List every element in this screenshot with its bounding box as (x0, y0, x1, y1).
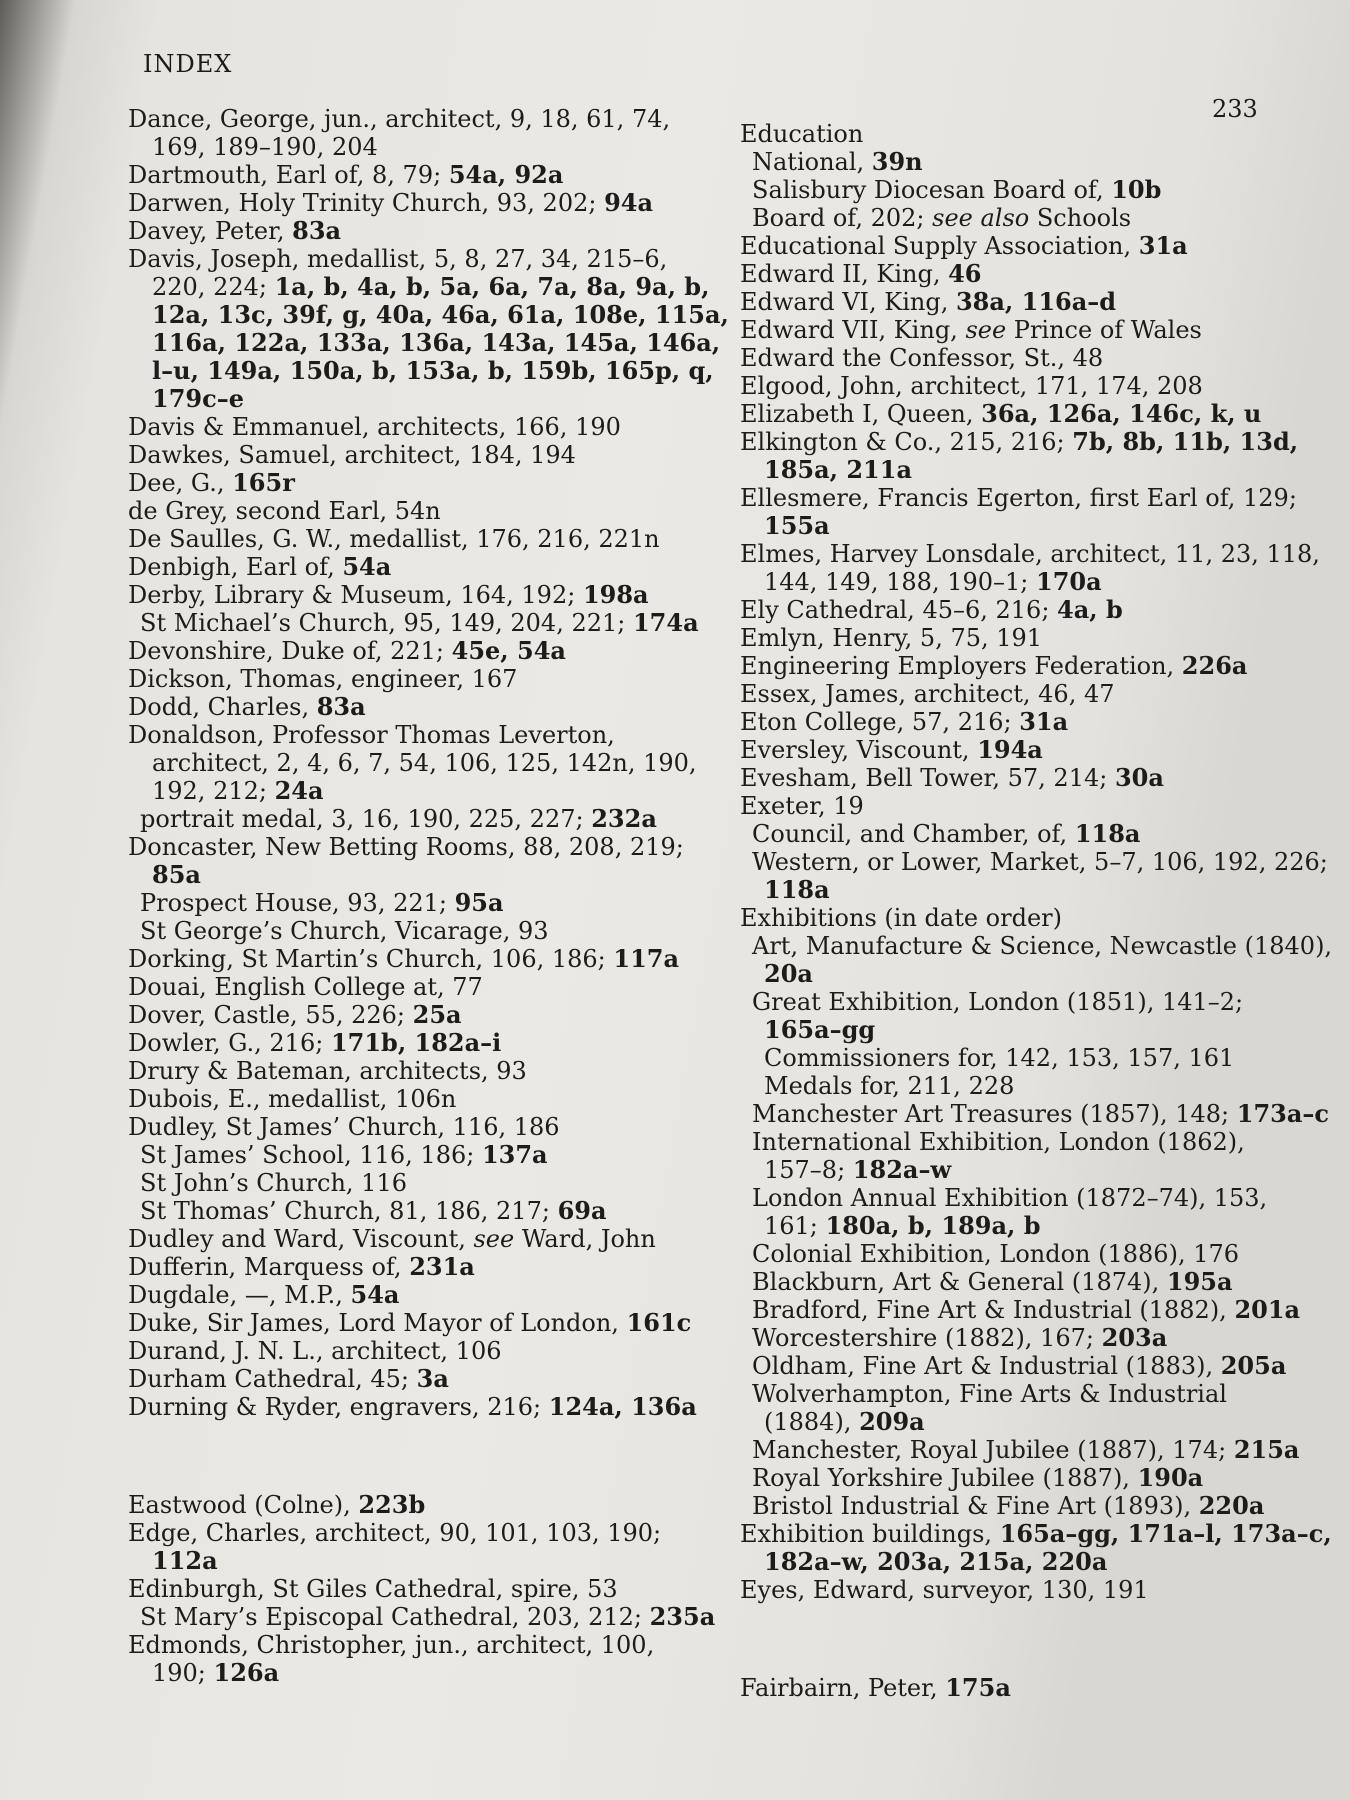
index-entry (740, 1351, 1287, 1380)
entry-text: Dubois, E., medallist, 106n (128, 1085, 457, 1113)
index-entry (740, 652, 1260, 680)
entry-text: 169, 189–190, 204 (152, 133, 378, 161)
entry-text: Edward II, King, (740, 260, 949, 288)
index-entry (128, 1141, 688, 1169)
index-entry (740, 316, 1260, 344)
section-gap (740, 1604, 1260, 1674)
index-entry (740, 1128, 1260, 1156)
entry-text: Elkington & Co., 215, 216; (740, 428, 1073, 456)
entry-text: Fairbairn, Peter, (740, 1674, 946, 1702)
entry-plate-reference: 3a (416, 1364, 449, 1393)
index-entry (128, 553, 688, 581)
entry-text: Edinburgh, St Giles Cathedral, spire, 53 (128, 1575, 618, 1603)
index-column-left (128, 105, 729, 1687)
index-entry (128, 1337, 688, 1365)
entry-text: Derby, Library & Museum, 164, 192; (128, 581, 583, 609)
entry-text: Western, or Lower, Market, 5–7, 106, 192, 226; (752, 848, 1328, 876)
entry-text: Education (740, 120, 864, 148)
entry-plate-reference: 180a, b, 189a, b (825, 1211, 1041, 1240)
index-entry (128, 300, 729, 329)
entry-plate-reference: 137a (481, 1140, 548, 1169)
index-entry (128, 777, 688, 805)
index-entry (740, 876, 1260, 904)
index-entry (128, 861, 688, 889)
entry-text-continued: Ward, John (514, 1225, 656, 1253)
entry-text: St John’s Church, 116 (140, 1169, 407, 1197)
entry-plate-reference: 165r (232, 468, 295, 497)
entry-plate-reference: 124a, 136a (548, 1392, 697, 1421)
entry-plate-reference: 171b, 182a–i (330, 1028, 502, 1057)
entry-text: Worcestershire (1882), 167; (752, 1324, 1102, 1352)
index-entry (128, 721, 688, 749)
entry-text: Bradford, Fine Art & Industrial (1882), (752, 1296, 1235, 1324)
index-entry (740, 680, 1260, 708)
entry-plate-reference: 85a (152, 860, 201, 889)
entry-text: Drury & Bateman, architects, 93 (128, 1057, 527, 1085)
entry-text: Essex, James, architect, 46, 47 (740, 680, 1115, 708)
index-entry (740, 344, 1260, 372)
entry-text: Colonial Exhibition, London (1886), 176 (752, 1240, 1240, 1268)
index-entry (740, 568, 1260, 596)
entry-plate-reference: 170a (1036, 567, 1102, 596)
entry-plate-reference: 220a (1198, 1491, 1265, 1520)
entry-plate-reference: 117a (613, 944, 680, 973)
entry-text: Ely Cathedral, 45–6, 216; (740, 596, 1058, 624)
entry-text: de Grey, second Earl, 54n (128, 497, 441, 525)
entry-plate-reference: 165a–gg, 171a–l, 173a–c, (999, 1519, 1332, 1548)
index-entry (740, 904, 1260, 932)
index-entry (740, 1548, 1260, 1576)
entry-text: Elmes, Harvey Lonsdale, architect, 11, 23, 118, (740, 540, 1320, 568)
entry-text: Dudley, St James’ Church, 116, 186 (128, 1113, 560, 1141)
index-entry (128, 805, 688, 833)
entry-text: St Michael’s Church, 95, 149, 204, 221; (140, 609, 633, 637)
index-entry (128, 245, 688, 273)
entry-plate-reference: 39n (871, 147, 923, 176)
index-entry (740, 1408, 1260, 1436)
index-entry (128, 1575, 688, 1603)
entry-text: Eyes, Edward, surveyor, 130, 191 (740, 1576, 1149, 1604)
entry-plate-reference: 69a (557, 1196, 607, 1225)
index-entry (128, 608, 699, 637)
entry-text: Eton College, 57, 216; (740, 708, 1020, 736)
entry-text: International Exhibition, London (1862), (752, 1128, 1245, 1156)
entry-plate-reference: 173a–c (1236, 1099, 1330, 1128)
index-entry (128, 581, 688, 609)
entry-text: Royal Yorkshire Jubilee (1887), (752, 1464, 1138, 1492)
entry-plate-reference: 1a, b, 4a, b, 5a, 6a, 7a, 8a, 9a, b, (274, 272, 710, 301)
index-entry (740, 848, 1328, 876)
entry-text: London Annual Exhibition (1872–74), 153, (752, 1184, 1268, 1212)
index-entry (128, 469, 688, 497)
index-entry (128, 1659, 688, 1687)
index-column-right (740, 120, 1333, 1702)
entry-plate-reference: 116a, 122a, 133a, 136a, 143a, 145a, 146a, (152, 328, 721, 357)
entry-plate-reference: 112a (152, 1546, 218, 1575)
index-entry (740, 484, 1297, 512)
index-entry (128, 441, 688, 469)
entry-plate-reference: 54a, 92a (448, 160, 564, 189)
index-entry (740, 288, 1260, 316)
entry-text: Eastwood (Colne), (128, 1491, 359, 1519)
index-entry (740, 512, 1260, 540)
index-entry (128, 693, 688, 721)
entry-text: (1884), (764, 1408, 860, 1436)
index-entry (128, 1169, 688, 1197)
entry-text: St Thomas’ Church, 81, 186, 217; (140, 1197, 558, 1225)
index-entry (128, 161, 688, 189)
entry-text: Duke, Sir James, Lord Mayor of London, (128, 1309, 627, 1337)
entry-plate-reference: 118a (1074, 819, 1141, 848)
entry-text: St Mary’s Episcopal Cathedral, 203, 212; (140, 1603, 650, 1631)
entry-text: Dee, G., (128, 469, 233, 497)
entry-text: Dudley and Ward, Viscount, (128, 1225, 474, 1253)
entry-plate-reference: 232a (591, 804, 657, 833)
entry-plate-reference: 38a, 116a–d (955, 287, 1117, 316)
entry-text: National, (752, 148, 872, 176)
entry-text: Elgood, John, architect, 171, 174, 208 (740, 372, 1203, 400)
entry-plate-reference: 12a, 13c, 39f, g, 40a, 46a, 61a, 108e, 115a, (152, 300, 729, 329)
index-entry (128, 1225, 688, 1253)
index-entry (128, 1001, 688, 1029)
entry-text: Dufferin, Marquess of, (128, 1253, 410, 1281)
entry-text: Engineering Employers Federation, (740, 652, 1182, 680)
entry-plate-reference: 25a (412, 1000, 462, 1029)
index-entry (740, 1099, 1330, 1128)
entry-text: architect, 2, 4, 6, 7, 54, 106, 125, 142n, 190, (152, 749, 697, 777)
index-entry (128, 413, 688, 441)
entry-plate-reference: 24a (274, 776, 324, 805)
entry-text: Exeter, 19 (740, 792, 864, 820)
index-entry (128, 1197, 688, 1225)
index-entry (128, 833, 688, 861)
entry-text: Denbigh, Earl of, (128, 553, 343, 581)
entry-text: Edge, Charles, architect, 90, 101, 103, 190; (128, 1519, 662, 1547)
entry-text: Durand, J. N. L., architect, 106 (128, 1337, 502, 1365)
entry-text: portrait medal, 3, 16, 190, 225, 227; (140, 805, 592, 833)
entry-plate-reference: 31a (1138, 231, 1188, 260)
index-entry (740, 1240, 1260, 1268)
index-entry (128, 1547, 688, 1575)
index-entry (740, 232, 1260, 260)
entry-plate-reference: 95a (454, 888, 504, 917)
index-entry (128, 1519, 688, 1547)
entry-plate-reference: 195a (1166, 1267, 1233, 1296)
entry-plate-reference: 205a (1220, 1351, 1287, 1380)
index-entry (740, 1464, 1260, 1492)
entry-text: Donaldson, Professor Thomas Leverton, (128, 721, 615, 749)
entry-text: Elizabeth I, Queen, (740, 400, 982, 428)
index-entry (128, 525, 688, 553)
entry-text: Manchester, Royal Jubilee (1887), 174; (752, 1436, 1234, 1464)
entry-plate-reference: 209a (859, 1407, 925, 1436)
entry-plate-reference: 94a (604, 188, 654, 217)
index-entry (740, 1295, 1301, 1324)
index-entry (128, 1253, 688, 1281)
entry-plate-reference: 83a (316, 692, 366, 721)
entry-plate-reference: 126a (213, 1658, 280, 1687)
entry-text: Edward the Confessor, St., 48 (740, 344, 1104, 372)
index-entry (740, 400, 1260, 428)
entry-text: Blackburn, Art & General (1874), (752, 1268, 1167, 1296)
index-entry (128, 1631, 688, 1659)
entry-plate-reference: 45e, 54a (451, 636, 566, 665)
entry-text: St George’s Church, Vicarage, 93 (140, 917, 549, 945)
entry-text: Evesham, Bell Tower, 57, 214; (740, 764, 1115, 792)
index-entry (128, 1281, 688, 1309)
entry-plate-reference: 174a (632, 608, 699, 637)
entry-text: Dance, George, jun., architect, 9, 18, 61, 74, (128, 105, 671, 133)
entry-text: Dugdale, —, M.P., (128, 1281, 351, 1309)
entry-plate-reference: 198a (582, 580, 649, 609)
entry-text: Davey, Peter, (128, 217, 293, 245)
index-entry (740, 1380, 1260, 1408)
section-gap (128, 1421, 688, 1491)
index-entry (740, 1184, 1268, 1212)
index-entry (740, 1072, 1260, 1100)
index-entry (740, 427, 1299, 456)
index-entry (128, 1491, 688, 1519)
entry-text: Prospect House, 93, 221; (140, 889, 455, 917)
index-entry (128, 1029, 688, 1057)
entry-text: St James’ School, 116, 186; (140, 1141, 482, 1169)
entry-plate-reference: 46 (948, 259, 982, 288)
index-entry (740, 624, 1260, 652)
entry-text: 157–8; (764, 1156, 853, 1184)
entry-text: Manchester Art Treasures (1857), 148; (752, 1100, 1237, 1128)
index-entry (128, 749, 697, 777)
entry-text: De Saulles, G. W., medallist, 176, 216, 221n (128, 525, 660, 553)
entry-plate-reference: 54a (350, 1280, 400, 1309)
entry-text: Emlyn, Henry, 5, 75, 191 (740, 624, 1043, 652)
index-entry (740, 204, 1260, 232)
index-entry (740, 540, 1320, 568)
entry-text: Dowler, G., 216; (128, 1029, 331, 1057)
entry-plate-reference: 161c (626, 1308, 692, 1337)
entry-plate-reference: 175a (945, 1673, 1011, 1702)
index-entry (740, 372, 1260, 400)
index-entry (740, 988, 1260, 1016)
index-entry (740, 792, 1260, 820)
entry-plate-reference: 231a (409, 1252, 475, 1281)
running-head-title: INDEX (143, 50, 233, 78)
entry-text: Medals for, 211, 228 (764, 1072, 1015, 1100)
entry-text: Davis & Emmanuel, architects, 166, 190 (128, 413, 621, 441)
index-entry (128, 272, 710, 301)
index-entry (128, 356, 714, 385)
entry-text: Devonshire, Duke of, 221; (128, 637, 452, 665)
entry-text: Dover, Castle, 55, 226; (128, 1001, 413, 1029)
entry-text: Edward VII, King, (740, 316, 966, 344)
index-entry (740, 764, 1260, 792)
entry-plate-reference: 54a (342, 552, 392, 581)
entry-text-continued: Schools (1029, 204, 1132, 232)
index-entry (740, 932, 1333, 960)
entry-plate-reference: 223b (358, 1490, 426, 1519)
index-entry (740, 148, 1260, 176)
index-entry (128, 133, 688, 161)
entry-text: Edward VI, King, (740, 288, 956, 316)
index-entry (128, 328, 721, 357)
entry-text: Ellesmere, Francis Egerton, first Earl of, 129; (740, 484, 1297, 512)
index-entry (128, 1392, 697, 1421)
page-number: 233 (1212, 95, 1258, 123)
entry-plate-reference: 36a, 126a, 146c, k, u (981, 399, 1262, 428)
index-entry (740, 596, 1260, 624)
entry-plate-reference: 215a (1233, 1435, 1300, 1464)
index-entry (740, 260, 1260, 288)
index-entry (740, 1519, 1332, 1548)
entry-plate-reference: 118a (764, 875, 830, 904)
index-entry (740, 1674, 1260, 1702)
index-entry (740, 120, 1260, 148)
entry-plate-reference: 155a (764, 511, 830, 540)
entry-text: Darwen, Holy Trinity Church, 93, 202; (128, 189, 605, 217)
entry-text: 144, 149, 188, 190–1; (764, 568, 1036, 596)
index-entry (128, 497, 688, 525)
entry-text: Bristol Industrial & Fine Art (1893), (752, 1492, 1199, 1520)
entry-text: Wolverhampton, Fine Arts & Industrial (752, 1380, 1227, 1408)
index-entry (128, 889, 688, 917)
entry-text: Eversley, Viscount, (740, 736, 978, 764)
entry-plate-reference: l–u, 149a, 150a, b, 153a, b, 159b, 165p, q, (152, 356, 714, 385)
index-entry (740, 1044, 1260, 1072)
entry-plate-reference: 165a–gg (764, 1015, 876, 1044)
index-entry (740, 820, 1260, 848)
entry-text: Oldham, Fine Art & Industrial (1883), (752, 1352, 1221, 1380)
index-entry (740, 1491, 1265, 1520)
entry-plate-reference: 7b, 8b, 11b, 13d, (1072, 427, 1299, 456)
index-entry (740, 456, 1260, 484)
index-entry (740, 736, 1260, 764)
entry-plate-reference: 179c–e (152, 384, 244, 413)
index-entry (128, 1057, 688, 1085)
index-entry (128, 1308, 692, 1337)
entry-plate-reference: 194a (977, 735, 1043, 764)
entry-text: Council, and Chamber, of, (752, 820, 1075, 848)
index-entry (740, 1212, 1260, 1240)
index-entry (128, 1365, 688, 1393)
entry-see-reference: see also (932, 204, 1030, 232)
index-entry (740, 1156, 1260, 1184)
index-entry (128, 1602, 716, 1631)
entry-text: Durham Cathedral, 45; (128, 1365, 417, 1393)
index-entry (740, 708, 1260, 736)
entry-plate-reference: 185a, 211a (764, 455, 913, 484)
entry-text: Salisbury Diocesan Board of, (752, 176, 1112, 204)
index-entry (128, 217, 688, 245)
entry-text: 220, 224; (152, 273, 275, 301)
entry-plate-reference: 30a (1114, 763, 1164, 792)
entry-text: 192, 212; (152, 777, 275, 805)
entry-plate-reference: 4a, b (1057, 595, 1123, 624)
entry-plate-reference: 182a–w, 203a, 215a, 220a (764, 1547, 1108, 1576)
index-entry (740, 1324, 1260, 1352)
entry-text: Exhibition buildings, (740, 1520, 1000, 1548)
index-entry (128, 973, 688, 1001)
entry-text: Dickson, Thomas, engineer, 167 (128, 665, 518, 693)
index-entry (740, 1268, 1260, 1296)
index-entry (740, 1016, 1260, 1044)
entry-text: Exhibitions (in date order) (740, 904, 1062, 932)
index-entry (128, 385, 688, 413)
index-entry (128, 665, 688, 693)
entry-text: Durning & Ryder, engravers, 216; (128, 1393, 549, 1421)
entry-text: Dawkes, Samuel, architect, 184, 194 (128, 441, 576, 469)
index-entry (128, 1085, 688, 1113)
entry-text: Davis, Joseph, medallist, 5, 8, 27, 34, 215–6, (128, 245, 668, 273)
index-entry (740, 176, 1260, 204)
entry-text: Doncaster, New Betting Rooms, 88, 208, 219; (128, 833, 684, 861)
index-entry (128, 1113, 688, 1141)
index-entry (128, 105, 688, 133)
index-entry (128, 917, 688, 945)
entry-plate-reference: 226a (1181, 651, 1248, 680)
entry-plate-reference: 203a (1101, 1323, 1168, 1352)
entry-see-reference: see (473, 1225, 515, 1253)
entry-text: Art, Manufacture & Science, Newcastle (1840), (752, 932, 1333, 960)
entry-text: Dodd, Charles, (128, 693, 317, 721)
index-entry (128, 945, 688, 973)
entry-plate-reference: 182a–w (852, 1155, 952, 1184)
entry-text: Educational Supply Association, (740, 232, 1139, 260)
entry-plate-reference: 190a (1137, 1463, 1204, 1492)
entry-text: Commissioners for, 142, 153, 157, 161 (764, 1044, 1235, 1072)
entry-text: Douai, English College at, 77 (128, 973, 483, 1001)
entry-plate-reference: 10b (1111, 175, 1162, 204)
entry-text: Board of, 202; (752, 204, 933, 232)
index-entry (740, 1435, 1300, 1464)
entry-text: Dorking, St Martin’s Church, 106, 186; (128, 945, 614, 973)
entry-text: Dartmouth, Earl of, 8, 79; (128, 161, 449, 189)
index-entry (740, 960, 1260, 988)
entry-plate-reference: 235a (649, 1602, 716, 1631)
entry-plate-reference: 201a (1234, 1295, 1301, 1324)
entry-text: 190; (152, 1659, 214, 1687)
entry-see-reference: see (965, 316, 1007, 344)
entry-plate-reference: 20a (764, 959, 813, 988)
index-entry (740, 1576, 1260, 1604)
index-entry (128, 189, 688, 217)
entry-text-continued: Prince of Wales (1006, 316, 1202, 344)
entry-plate-reference: 83a (292, 216, 342, 245)
index-entry (128, 637, 688, 665)
entry-text: 161; (764, 1212, 826, 1240)
entry-text: Edmonds, Christopher, jun., architect, 100, (128, 1631, 655, 1659)
entry-plate-reference: 31a (1019, 707, 1069, 736)
entry-text: Great Exhibition, London (1851), 141–2; (752, 988, 1244, 1016)
